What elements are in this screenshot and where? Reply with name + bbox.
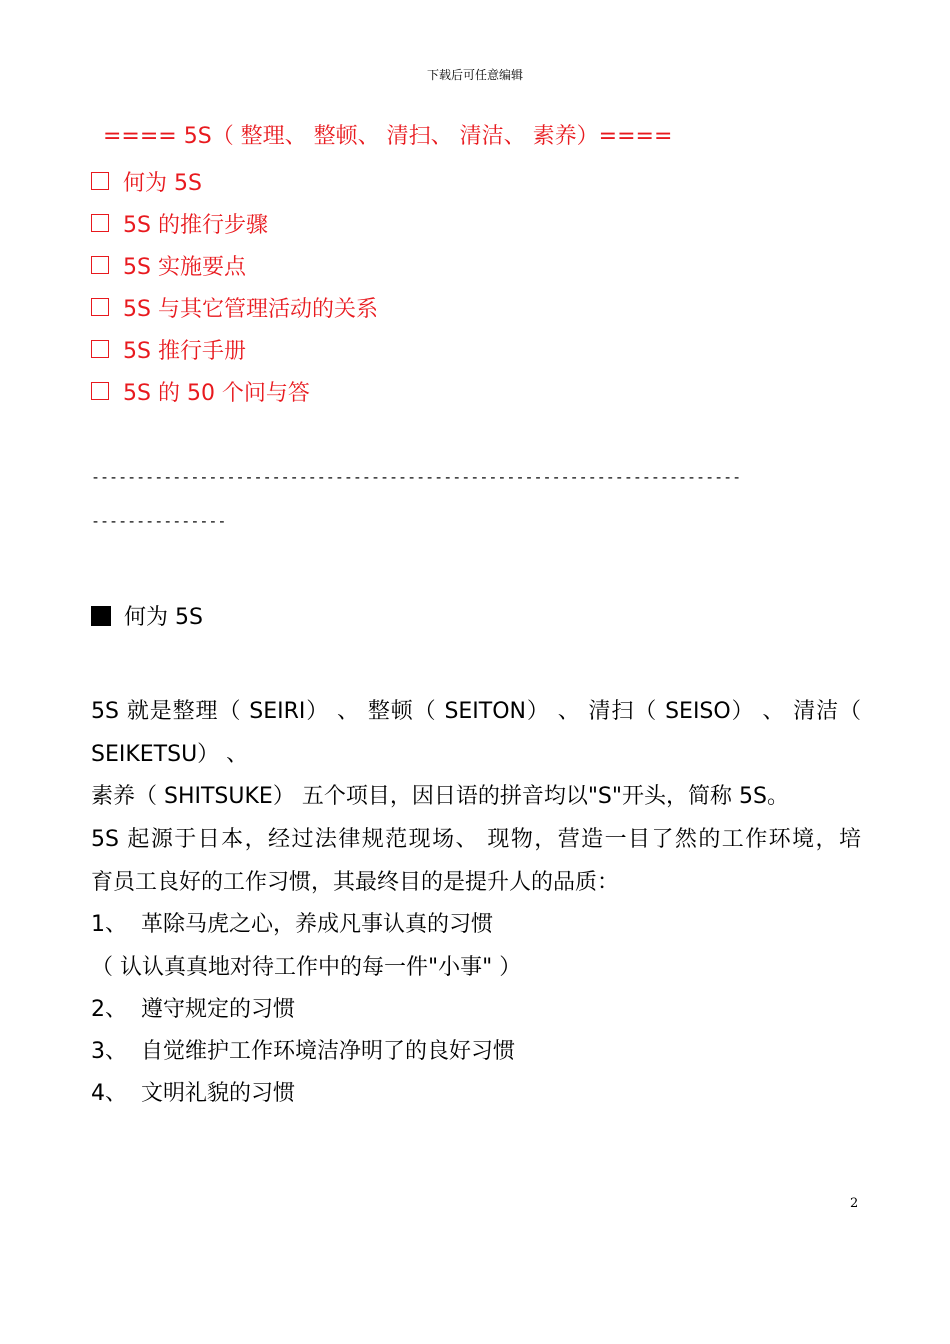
checkbox-icon [91, 298, 109, 316]
table-of-contents [91, 160, 378, 412]
checkbox-icon [91, 382, 109, 400]
separator-line: ------------------------------------------------------------------------ [91, 468, 742, 486]
checkbox-icon [91, 256, 109, 274]
toc-item[interactable] [91, 370, 378, 412]
paragraph-line: SEIKETSU） 、 [91, 742, 249, 767]
paragraph-line: 5S 就是整理（ SEIRI） 、 整顿（ SEITON） 、 清扫（ SEISO） 、 清洁（ [91, 699, 861, 724]
toc-item-label: 5S 实施要点 [123, 254, 246, 280]
checkbox-icon [91, 340, 109, 358]
section-heading [91, 600, 203, 631]
toc-item[interactable] [91, 328, 378, 370]
list-item: 2、 遵守规定的习惯 [91, 997, 295, 1022]
list-item: 1、 革除马虎之心，养成凡事认真的习惯 [91, 912, 493, 937]
black-square-icon [91, 606, 111, 626]
toc-item-label: 5S 推行手册 [123, 338, 246, 364]
toc-item-label: 何为 5S [123, 170, 202, 196]
toc-item-label: 5S 的推行步骤 [123, 212, 268, 238]
section-heading-text: 何为 5S [124, 605, 203, 630]
separator-line: --------------- [91, 512, 227, 530]
paragraph-line: 素养（ SHITSUKE） 五个项目，因日语的拼音均以"S"开头，简称 5S。 [91, 784, 789, 809]
toc-item-label: 5S 与其它管理活动的关系 [123, 296, 378, 322]
toc-item[interactable] [91, 202, 378, 244]
list-item: 4、 文明礼貌的习惯 [91, 1081, 295, 1106]
toc-item[interactable] [91, 160, 378, 202]
page-number: 2 [850, 1196, 859, 1211]
paragraph-line: 育员工良好的工作习惯，其最终目的是提升人的品质： [91, 870, 620, 895]
checkbox-icon [91, 172, 109, 190]
toc-item[interactable] [91, 286, 378, 328]
document-title: ==== 5S（ 整理、 整顿、 清扫、 清洁、 素养）==== [103, 124, 673, 149]
page-header: 下载后可任意编辑 [426, 68, 523, 82]
toc-item-label: 5S 的 50 个问与答 [123, 380, 310, 406]
list-item: 3、 自觉维护工作环境洁净明了的良好习惯 [91, 1039, 515, 1064]
checkbox-icon [91, 214, 109, 232]
paragraph-line: 5S 起源于日本，经过法律规范现场、 现物，营造一目了然的工作环境，培 [91, 827, 861, 852]
list-item-note: （ 认认真真地对待工作中的每一件"小事" ） [91, 955, 522, 980]
toc-item[interactable] [91, 244, 378, 286]
